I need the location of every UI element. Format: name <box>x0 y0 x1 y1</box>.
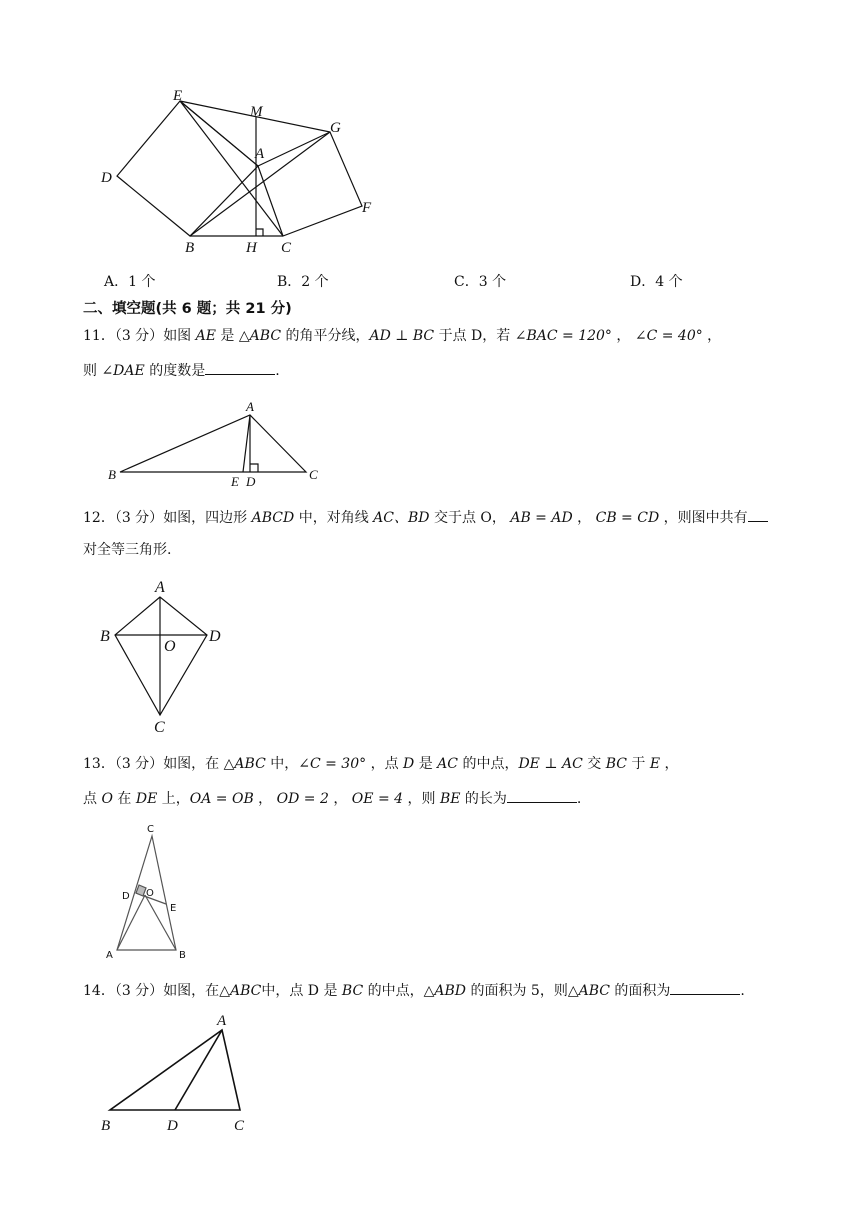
label-o: O <box>146 888 154 899</box>
q13-e: E <box>649 756 661 772</box>
q13-angle-c: ∠C = 30° <box>298 756 367 772</box>
q13-answer-blank[interactable] <box>507 788 577 803</box>
q11-text: 如图 <box>163 328 196 344</box>
q14-abd: △ABD <box>423 983 467 999</box>
q11-figure <box>100 395 340 490</box>
q14-figure <box>95 1005 265 1140</box>
q13-text: ，点 <box>366 756 404 772</box>
q14-text: 的中点， <box>363 983 424 999</box>
q13-oe: OE = 4 <box>351 791 404 807</box>
label-e: E <box>170 903 177 914</box>
q13-text: 于 <box>626 756 650 772</box>
q14-text: 中，点 D 是 <box>261 983 342 999</box>
q12-abcd: ABCD <box>251 510 295 526</box>
q11-ae: AE <box>195 328 216 344</box>
q11-text: 的度数是 <box>144 363 206 379</box>
label-h: H <box>246 240 257 256</box>
q11-text: 于点 D，若 <box>434 328 515 344</box>
q12-figure <box>95 575 235 740</box>
label-d: D <box>209 628 221 645</box>
label-d: D <box>246 474 256 489</box>
q13-ac: AC <box>437 756 458 772</box>
q13-text: ，则 <box>403 791 440 807</box>
q12-acbd: AC、BD <box>373 510 430 526</box>
option-c: C．3 个 <box>454 274 507 290</box>
q13-od: OD = 2 <box>276 791 329 807</box>
q11-abc: △ABC <box>238 328 282 344</box>
option-d: D．4 个 <box>630 274 683 290</box>
q14-number: 14． <box>83 983 115 999</box>
label-c: C <box>147 824 154 835</box>
q11-angle-c: ∠C = 40° <box>634 328 703 344</box>
q11-dae: ∠DAE <box>101 363 145 379</box>
q13-text: 点 <box>83 791 102 807</box>
q12-score: （3 分） <box>114 510 164 526</box>
label-o: O <box>164 638 176 655</box>
q12-text: 交于点 O， <box>429 510 511 526</box>
q12-number: 12． <box>83 510 115 526</box>
q12-abad: AB = AD <box>510 510 573 526</box>
q13-text: ， <box>660 756 679 772</box>
q13-text: 在 <box>112 791 136 807</box>
label-d: D <box>167 1118 178 1134</box>
q10-figure <box>90 80 390 260</box>
q13-line1 <box>83 754 813 774</box>
label-m: M <box>250 104 263 120</box>
right-angle-d <box>136 885 146 896</box>
q13-be: BE <box>439 791 461 807</box>
q14-bc: BC <box>341 983 364 999</box>
q13-text: ， <box>253 791 277 807</box>
label-c: C <box>234 1118 245 1134</box>
q14-text: 的面积为 5，则 <box>466 983 568 999</box>
q11-text: 则 <box>83 363 102 379</box>
label-a: A <box>255 146 265 162</box>
q14-abc: △ABC <box>219 983 262 999</box>
q12-text: 中，对角线 <box>294 510 374 526</box>
q11-text: ， <box>611 328 635 344</box>
kite-abcd <box>115 597 207 715</box>
q11-text: 的角平分线， <box>281 328 370 344</box>
q13-bc: BC <box>605 756 627 772</box>
right-angle-h <box>256 229 263 236</box>
label-b: B <box>101 1118 111 1134</box>
label-a: A <box>246 399 254 414</box>
q12-line1 <box>83 507 768 528</box>
section-heading: 二、填空题(共 6 题；共 21 分) <box>83 301 292 317</box>
right-angle-d <box>250 464 258 472</box>
segment-ae <box>243 415 250 472</box>
q11-text: ， <box>702 328 722 344</box>
q13-text: 中， <box>265 756 299 772</box>
q14-text: 的面积为 <box>609 983 671 999</box>
q14-answer-blank[interactable] <box>670 980 740 995</box>
label-f: F <box>362 200 372 216</box>
q11-line2 <box>83 360 280 381</box>
label-b: B <box>185 240 195 256</box>
label-a: A <box>155 579 165 596</box>
q12-text: 如图，四边形 <box>163 510 252 526</box>
segment-eh-diag <box>180 101 258 166</box>
q14-text: 如图，在 <box>163 983 220 999</box>
q13-text: 上， <box>157 791 190 807</box>
label-g: G <box>330 120 341 136</box>
option-a: A．1 个 <box>104 274 156 290</box>
triangle-abc <box>110 1030 240 1110</box>
q13-text: 的长为 <box>460 791 507 807</box>
label-a: A <box>106 950 113 961</box>
q13-text: 交 <box>582 756 606 772</box>
q12-text: ， <box>572 510 596 526</box>
q13-oaob: OA = OB <box>189 791 254 807</box>
q13-line2 <box>83 788 581 809</box>
q13-figure <box>95 818 205 968</box>
q11-line1 <box>83 326 813 346</box>
q13-d: D <box>403 756 415 772</box>
label-c: C <box>281 240 292 256</box>
q14-abc-2: △ABC <box>567 983 610 999</box>
q13-perp: DE ⊥ AC <box>518 756 583 772</box>
label-d: D <box>122 891 130 902</box>
q14-line1 <box>83 980 745 1001</box>
q13-text: 的中点， <box>458 756 519 772</box>
label-c: C <box>154 719 165 736</box>
option-b: B．2 个 <box>277 274 329 290</box>
q11-answer-blank[interactable] <box>205 360 275 375</box>
segment-ad <box>175 1030 222 1110</box>
q13-score: （3 分） <box>114 756 164 772</box>
label-b: B <box>179 950 186 961</box>
label-d: D <box>101 170 112 186</box>
label-e: E <box>173 88 183 104</box>
q11-bac: ∠BAC = 120° <box>514 328 612 344</box>
segment-ec <box>180 101 283 236</box>
label-a: A <box>217 1013 227 1029</box>
q12-cbcd: CB = CD <box>595 510 660 526</box>
q13-text: 是 <box>414 756 438 772</box>
q13-de: DE <box>135 791 158 807</box>
square-edbx <box>117 101 258 236</box>
q13-text: . <box>576 791 582 807</box>
q13-abc: △ABC <box>223 756 266 772</box>
q13-text: ， <box>328 791 352 807</box>
q11-score: （3 分） <box>114 328 164 344</box>
triangle-abc <box>120 415 306 472</box>
q12-line2: 对全等三角形. <box>83 542 172 558</box>
label-c: C <box>309 467 318 482</box>
q13-o: O <box>101 791 113 807</box>
label-e: E <box>231 474 239 489</box>
q14-text: . <box>740 983 745 999</box>
q12-text: ，则图中共有 <box>659 510 748 526</box>
q11-number: 11． <box>83 328 115 344</box>
q14-score: （3 分） <box>114 983 164 999</box>
q11-text: . <box>275 363 280 379</box>
label-b: B <box>100 628 110 645</box>
q13-number: 13． <box>83 756 115 772</box>
q11-text: 是 <box>215 328 239 344</box>
q12-answer-blank[interactable] <box>748 507 768 522</box>
q13-text: 如图，在 <box>163 756 224 772</box>
label-b: B <box>108 467 116 482</box>
q11-perp: AD ⊥ BC <box>369 328 435 344</box>
